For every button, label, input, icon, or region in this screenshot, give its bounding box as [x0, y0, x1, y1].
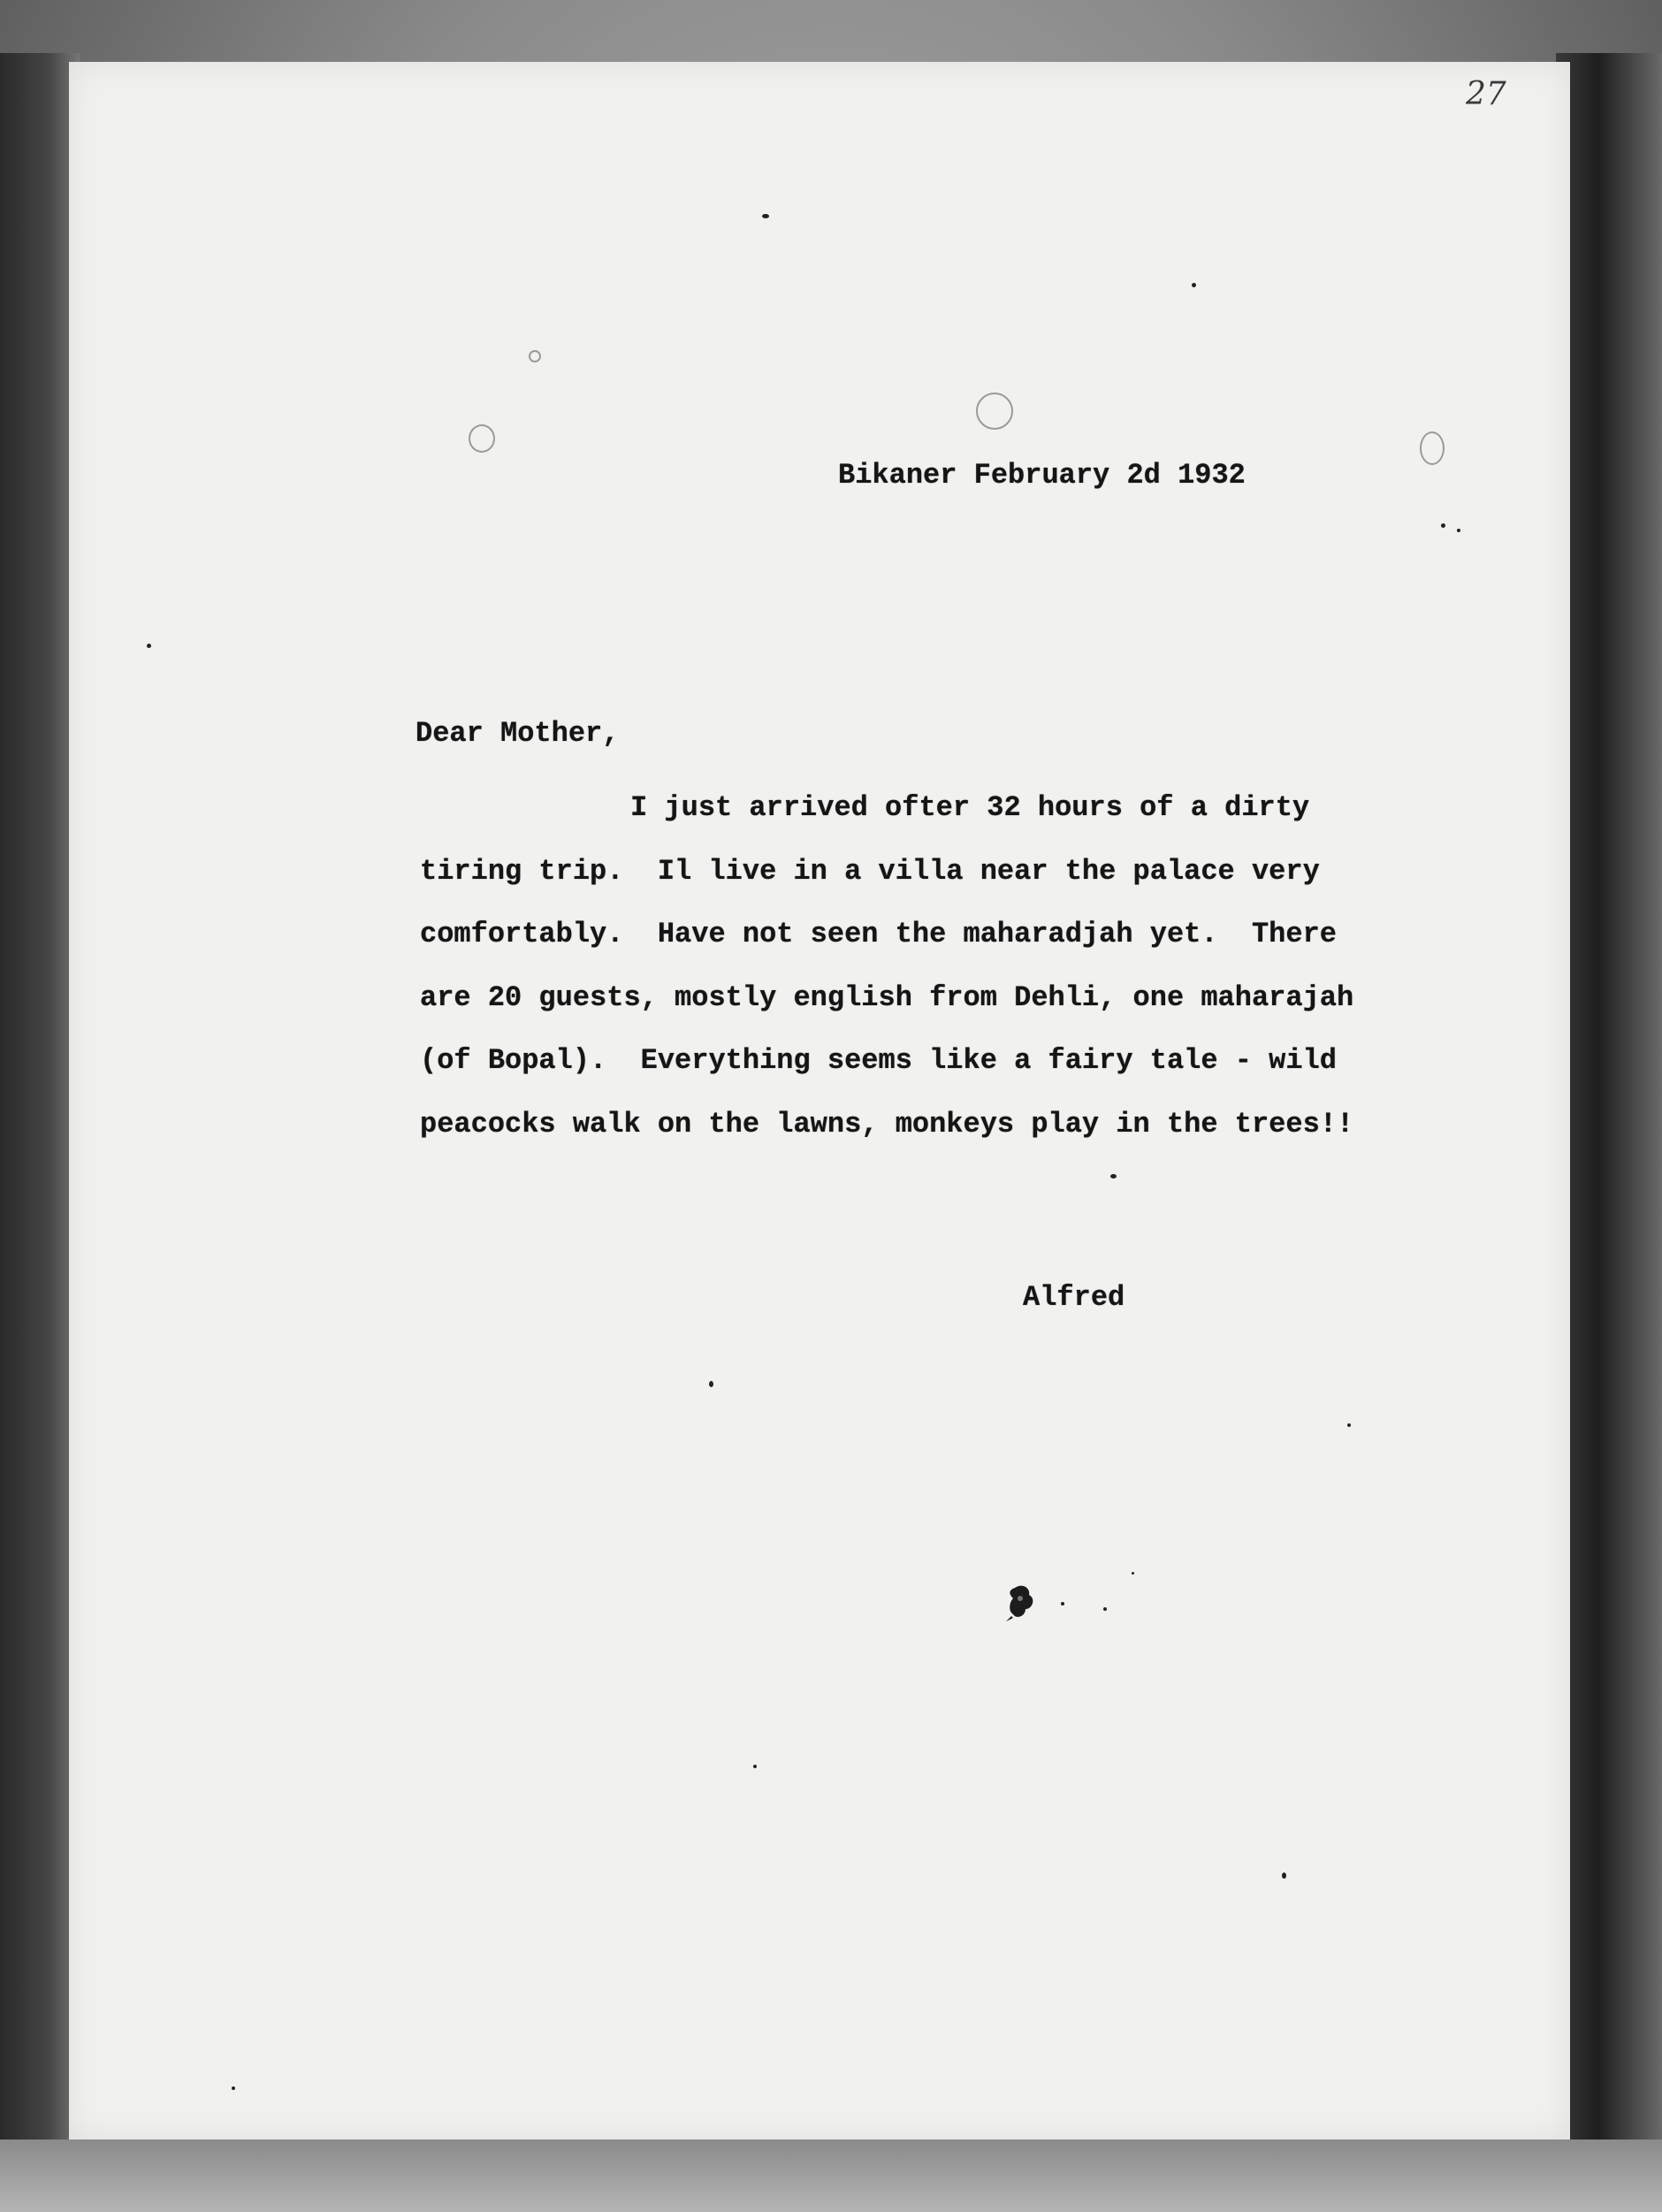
letter-body-line: comfortably. Have not seen the maharadjah yet. There [420, 918, 1337, 950]
letter-salutation: Dear Mother, [416, 717, 620, 750]
paper-speck [1282, 1873, 1286, 1879]
paper-blemish-ring [469, 424, 495, 453]
ink-blot [1006, 1583, 1038, 1621]
paper-speck [1110, 1174, 1117, 1178]
paper-speck [762, 214, 769, 218]
paper-blemish-ring [1420, 431, 1445, 465]
letter-body-line: I just arrived ofter 32 hours of a dirty [630, 791, 1310, 824]
letter-signature: Alfred [1023, 1281, 1125, 1314]
left-edge-shadow [0, 53, 80, 2166]
paper-speck [147, 644, 151, 648]
paper-speck [1132, 1572, 1134, 1575]
letter-body-line: peacocks walk on the lawns, monkeys play in the trees!! [420, 1107, 1354, 1140]
paper-speck [1192, 283, 1196, 287]
letter-body-line: tiring trip. Il live in a villa near the palace very [420, 854, 1320, 888]
letter-body-line: (of Bopal). Everything seems like a fairy tale - wild [420, 1044, 1337, 1077]
right-edge-shadow [1556, 53, 1662, 2166]
letter-body [420, 776, 1410, 1156]
paper-blemish-ring [976, 393, 1013, 430]
letter-body-line: are 20 guests, mostly english from Dehli, one maharajah [420, 980, 1354, 1014]
paper-speck [232, 2086, 235, 2090]
paper-speck [709, 1381, 713, 1387]
paper-speck [1441, 523, 1445, 528]
paper-blemish-ring [529, 350, 541, 362]
letter-date-line: Bikaner February 2d 1932 [838, 459, 1246, 492]
paper-speck [1347, 1423, 1351, 1427]
page-number: 27 [1466, 76, 1506, 112]
paper-speck [1103, 1607, 1107, 1611]
bottom-edge-strip [0, 2140, 1662, 2212]
paper-speck [1061, 1602, 1064, 1606]
paper-speck [1457, 529, 1460, 532]
paper-speck [753, 1765, 757, 1768]
